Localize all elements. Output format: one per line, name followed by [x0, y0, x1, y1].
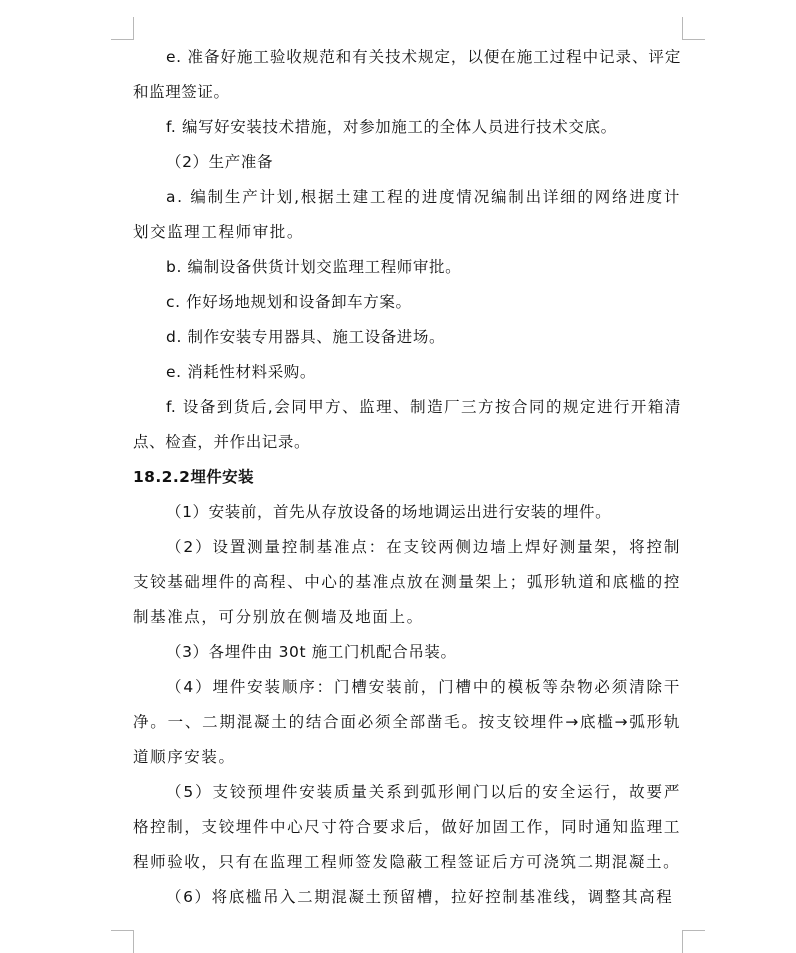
page-corner-mark	[682, 17, 705, 40]
page-corner-mark	[111, 17, 134, 40]
paragraph: e. 准备好施工验收规范和有关技术规定，以便在施工过程中记录、评定和监理签证。	[133, 48, 681, 101]
paragraph: f. 编写好安装技术措施，对参加施工的全体人员进行技术交底。	[166, 118, 617, 136]
paragraph: b. 编制设备供货计划交监理工程师审批。	[166, 258, 462, 276]
paragraph: （6）将底槛吊入二期混凝土预留槽，拉好控制基准线，调整其高程	[166, 888, 674, 906]
paragraph: f. 设备到货后,会同甲方、监理、制造厂三方按合同的规定进行开箱清点、检查，并作出记录。	[133, 398, 681, 451]
paragraph: （5）支铰预埋件安装质量关系到弧形闸门以后的安全运行，故要严格控制，支铰埋件中心尺寸符合要求后，做好加固工作，同时通知监理工程师验收，只有在监理工程师签发隐蔽工程签证后方可浇筑二期混凝土。	[133, 783, 681, 871]
paragraph: （2）生产准备	[166, 153, 274, 171]
paragraph: a. 编制生产计划,根据土建工程的进度情况编制出详细的网络进度计划交监理工程师审批。	[133, 188, 681, 241]
paragraph: e. 消耗性材料采购。	[166, 363, 316, 381]
paragraph: （3）各埋件由 30t 施工门机配合吊装。	[166, 643, 457, 661]
paragraph: （2）设置测量控制基准点：在支铰两侧边墙上焊好测量架，将控制支铰基础埋件的高程、中心的基准点放在测量架上；弧形轨道和底槛的控制基准点，可分别放在侧墙及地面上。	[133, 538, 681, 626]
paragraph: c. 作好场地规划和设备卸车方案。	[166, 293, 412, 311]
section-heading: 18.2.2埋件安装	[133, 468, 254, 486]
page-corner-mark	[111, 930, 134, 953]
paragraph: （4）埋件安装顺序：门槽安装前，门槽中的模板等杂物必须清除干净。一、二期混凝土的结合面必须全部凿毛。按支铰埋件→底槛→弧形轨道顺序安装。	[133, 678, 681, 766]
paragraph: d. 制作安装专用器具、施工设备进场。	[166, 328, 446, 346]
paragraph: （1）安装前，首先从存放设备的场地调运出进行安装的埋件。	[166, 503, 612, 521]
document-body	[133, 40, 681, 915]
page-corner-mark	[682, 930, 705, 953]
